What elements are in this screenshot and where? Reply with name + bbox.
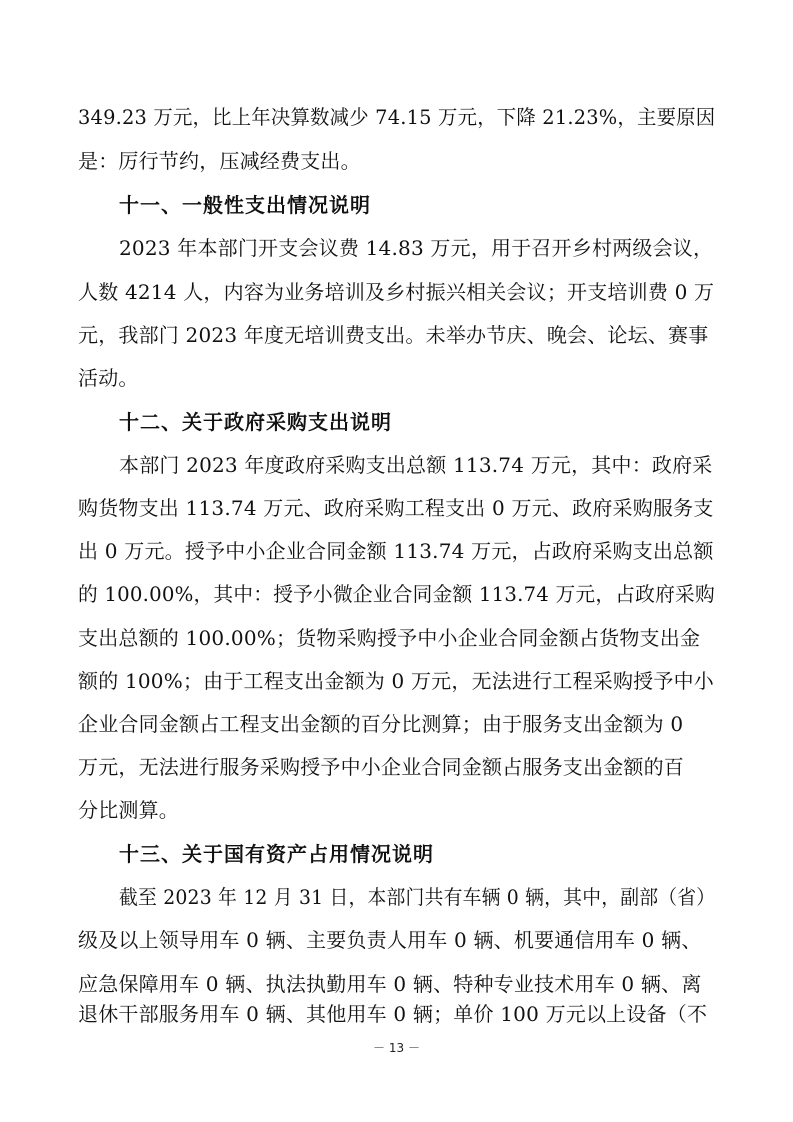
section-heading: 十三、关于国有资产占用情况说明 — [119, 842, 434, 866]
paragraph-line: 支出总额的 100.00%；货物采购授予中小企业合同金额占货物支出金 — [78, 626, 701, 650]
paragraph-line: 是：厉行节约，压减经费支出。 — [78, 149, 361, 173]
paragraph-line: 分比测算。 — [78, 798, 179, 822]
paragraph-line: 本部门 2023 年度政府采购支出总额 113.74 万元，其中：政府采 — [119, 453, 713, 477]
page-number: － 13 － — [373, 1041, 420, 1055]
paragraph-line: 元，我部门 2023 年度无培训费支出。未举办节庆、晚会、论坛、赛事 — [78, 323, 709, 347]
paragraph-line: 购货物支出 113.74 万元、政府采购工程支出 0 万元、政府采购服务支 — [78, 496, 714, 520]
section-heading: 十二、关于政府采购支出说明 — [119, 410, 392, 434]
paragraph-line: 万元，无法进行服务采购授予中小企业合同金额占服务支出金额的百 — [78, 755, 684, 779]
paragraph-line: 人数 4214 人，内容为业务培训及乡村振兴相关会议；开支培训费 0 万 — [78, 280, 715, 304]
paragraph-line: 额的 100%；由于工程支出金额为 0 万元，无法进行工程采购授予中小 — [78, 669, 714, 693]
paragraph-line: 应急保障用车 0 辆、执法执勤用车 0 辆、特种专业技术用车 0 辆、离 — [78, 972, 702, 996]
paragraph-line: 退休干部服务用车 0 辆、其他用车 0 辆；单价 100 万元以上设备（不 — [78, 1002, 708, 1026]
paragraph-line: 349.23 万元，比上年决算数减少 74.15 万元，下降 21.23%，主要原因 — [78, 105, 716, 129]
paragraph-line: 级及以上领导用车 0 辆、主要负责人用车 0 辆、机要通信用车 0 辆、 — [78, 928, 702, 952]
paragraph-line: 截至 2023 年 12 月 31 日，本部门共有车辆 0 辆，其中，副部（省） — [119, 885, 716, 909]
paragraph-line: 2023 年本部门开支会议费 14.83 万元，用于召开乡村两级会议， — [119, 236, 714, 260]
paragraph-line: 出 0 万元。授予中小企业合同金额 113.74 万元，占政府采购支出总额 — [78, 539, 714, 563]
paragraph-line: 活动。 — [78, 366, 139, 390]
section-heading: 十一、一般性支出情况说明 — [119, 193, 371, 217]
paragraph-line: 的 100.00%，其中：授予小微企业合同金额 113.74 万元，占政府采购 — [78, 582, 715, 606]
paragraph-line: 企业合同金额占工程支出金额的百分比测算；由于服务支出金额为 0 — [78, 712, 684, 736]
